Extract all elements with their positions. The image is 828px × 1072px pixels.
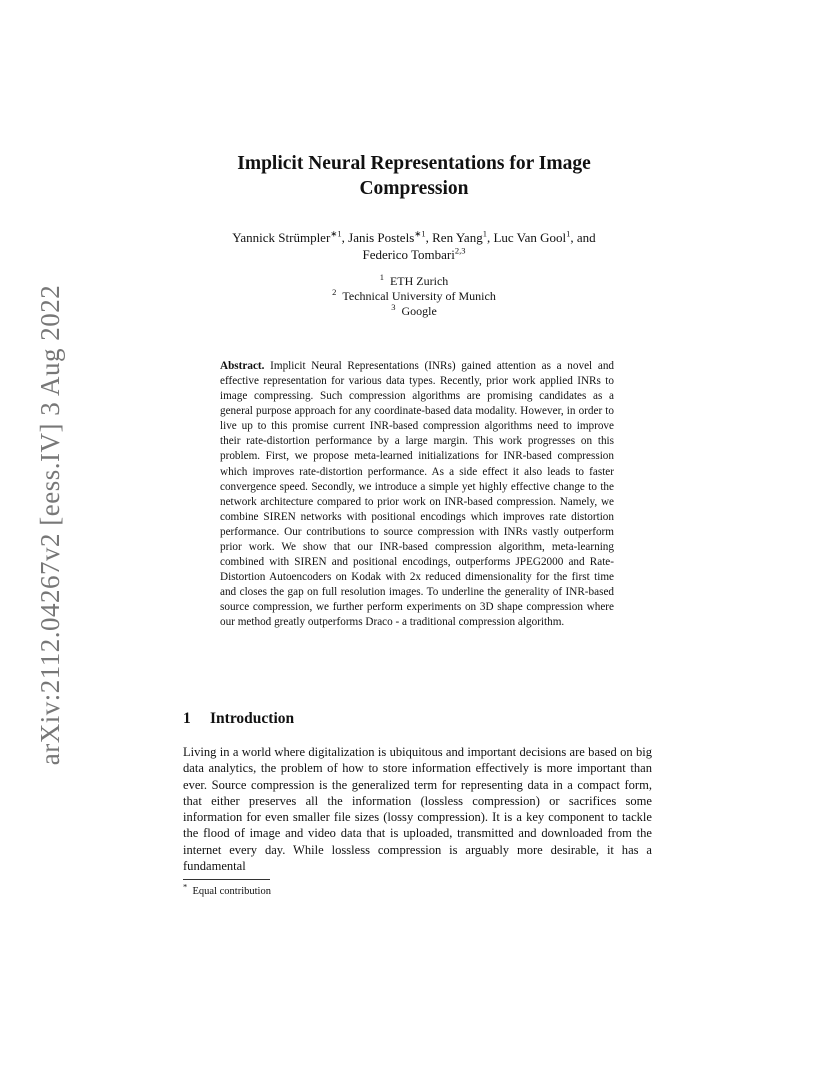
affiliation-2 xyxy=(240,289,588,304)
author-affiliation-mark: ∗1 xyxy=(330,228,342,239)
author-affiliation-mark: 2,3 xyxy=(454,245,466,256)
author-name: Luc Van Gool xyxy=(493,230,567,245)
abstract-text: Implicit Neural Representations (INRs) gained attention as a novel and effective representation for various data types. Recently, prior work applied INRs to image compressing. Such compression algorithms are promising candidates as a general purpose approach for any coordinate-based data modality. However, in order to live up to this promise current INR-based compression algorithms need to improve their rate-distortion performance by a large margin. This work progresses on this problem. First, we propose meta-learned initializations for INR-based compression which improves rate-distortion performance. As a side effect it also leads to faster convergence speed. Secondly, we introduce a simple yet highly effective change to the network architecture compared to prior work on INR-based compression. Namely, we combine SIREN networks with positional encodings which improves rate distortion performance. Our contributions to source compression with INRs vastly outperform prior work. We show that our INR-based compression algorithm, meta-learning combined with SIREN and positional encodings, outperforms JPEG2000 and Rate-Distortion Autoencoders on Kodak with 2x reduced dimensionality for the first time and closes the gap on full resolution images. To underline the generality of INR-based source compression, we further perform experiments on 3D shape compression where our method greatly outperforms Draco - a traditional compression algorithm. xyxy=(220,360,615,629)
author-name: Janis Postels xyxy=(348,230,415,245)
author-separator: , and xyxy=(570,230,596,245)
affiliation-name: Google xyxy=(401,304,437,318)
abstract xyxy=(220,359,614,630)
author-affiliation-mark: 1 xyxy=(566,228,571,239)
intro-paragraph: Living in a world where digitalization is ubiquitous and important decisions are based on big data analytics, the problem of how to store information effectively is more important than ever. Source compression is the generalized term for representing data in a compact form, that either preserves all the information (lossless compression) or sacrifices some information for even smaller file sizes (lossy compression). It is a key component to tackle the flood of image and video data that is uploaded, transmitted and downloaded from the internet every day. While lossless compression is arguably more desirable, it has a fundamental xyxy=(183,745,652,874)
abstract-heading: Abstract. xyxy=(220,360,265,372)
affiliation-mark: 2 xyxy=(332,287,337,297)
footnote-rule xyxy=(183,879,270,880)
author-line-1 xyxy=(180,229,648,246)
author-name: Ren Yang xyxy=(432,230,483,245)
author-separator: , xyxy=(425,230,433,245)
author-line-2 xyxy=(180,246,648,263)
author-name: Yannick Strümpler xyxy=(232,230,331,245)
affiliation-name: Technical University of Munich xyxy=(342,289,496,303)
affiliation-mark: 3 xyxy=(391,302,396,312)
affiliation-1 xyxy=(240,274,588,289)
author-affiliation-mark: ∗1 xyxy=(414,228,426,239)
author-list xyxy=(180,229,648,263)
arxiv-stamp: arXiv:2112.04267v2 [eess.IV] 3 Aug 2022 xyxy=(35,284,65,766)
author-separator: , xyxy=(341,230,349,245)
author-affiliation-mark: 1 xyxy=(482,228,487,239)
author-name: Federico Tombari xyxy=(362,247,455,262)
affiliation-3 xyxy=(240,304,588,319)
footnote-text: Equal contribution xyxy=(192,886,271,897)
footnote xyxy=(183,881,271,899)
section-number: 1 xyxy=(183,710,191,727)
paper-title: Implicit Neural Representations for Image Compression xyxy=(237,153,591,199)
author-separator: , xyxy=(486,230,494,245)
affiliation-name: ETH Zurich xyxy=(389,274,449,288)
footnote-mark: * xyxy=(183,881,188,892)
section-title: Introduction xyxy=(210,710,295,727)
section-heading xyxy=(183,710,294,728)
affiliation-mark: 1 xyxy=(379,272,384,282)
